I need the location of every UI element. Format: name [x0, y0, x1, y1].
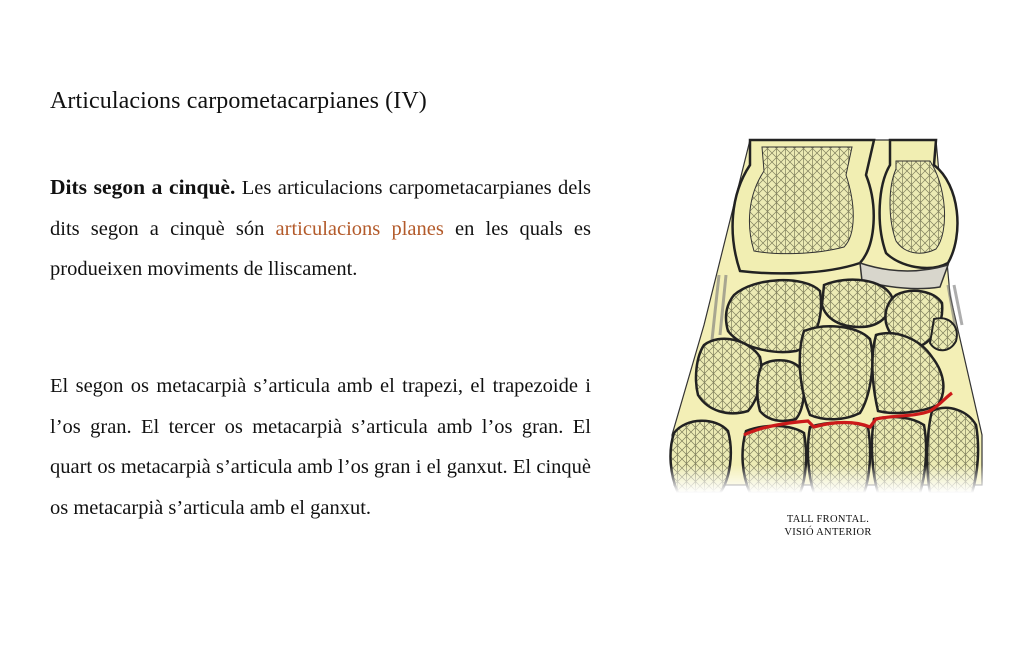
highlight-term: articulacions planes — [275, 217, 444, 240]
paragraph-details: El segon os metacarpià s’articula amb el trapezi, el trapezoide i l’os gran. El tercer os metacarpià s’articula amb l’os gran. El quart os metacarpià s’articula amb l’os gran i el ganxut. El cinquè os metacarpià s’articula amb el ganxut. — [50, 375, 591, 519]
paragraph-text-after: en les quals es produeixen moviments de lliscament. — [50, 217, 591, 280]
paragraph-intro — [50, 167, 591, 290]
radius-bone — [733, 140, 874, 273]
lunate-bone — [822, 280, 892, 327]
trapezoid-bone — [757, 360, 804, 421]
caption-line-1: TALL FRONTAL. — [786, 514, 870, 525]
paragraph-lead: Dits segon a cinquè. — [50, 175, 236, 199]
figure-caption — [738, 513, 918, 539]
paragraph-text-before: Les articulacions carpometacarpianes dels dits segon a cinquè són — [50, 177, 591, 240]
caption-line-2: VISIÓ ANTERIOR — [784, 527, 872, 538]
pisiform-bone — [930, 318, 957, 350]
anatomy-illustration — [664, 135, 992, 493]
trapezium-bone — [696, 339, 762, 414]
ulna-bone — [880, 140, 958, 268]
carpometacarpal-section-drawing — [664, 135, 992, 493]
page-title: Articulacions carpometacarpianes (IV) — [50, 88, 427, 114]
capitate-bone — [800, 326, 873, 419]
